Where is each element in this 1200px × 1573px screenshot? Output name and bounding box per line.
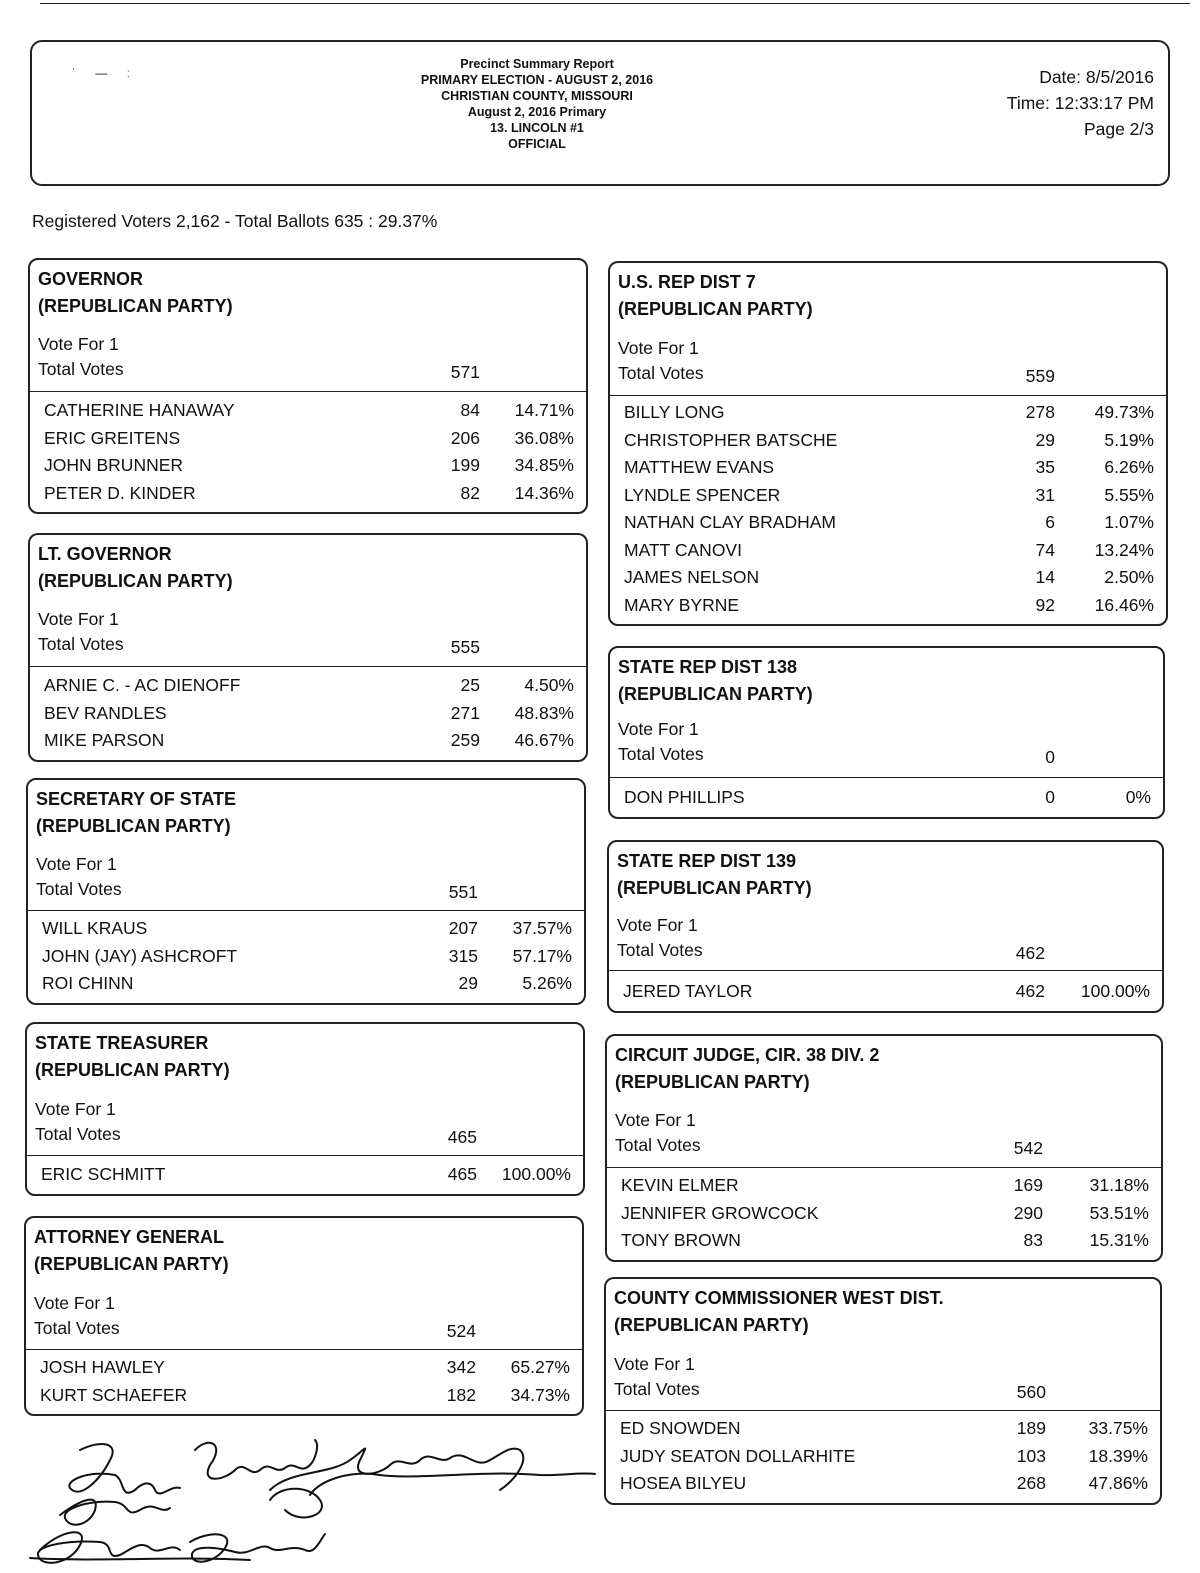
- candidate-row: [30, 483, 586, 511]
- candidate-percent: 57.17%: [512, 945, 572, 966]
- total-votes-label: Total Votes: [35, 1124, 121, 1144]
- candidate-name: JOHN BRUNNER: [44, 455, 184, 475]
- signature-image: [20, 1430, 600, 1573]
- candidate-name: ARNIE C. - AC DIENOFF: [44, 675, 241, 695]
- vote-for-label: Vote For 1: [617, 915, 698, 935]
- precinct-name: 13. LINCOLN #1: [490, 121, 584, 135]
- candidate-percent: 100.00%: [501, 1164, 571, 1184]
- candidate-row: [30, 455, 586, 483]
- registered-voters-summary: Registered Voters 2,162 - Total Ballots 635 : 29.37%: [32, 211, 438, 231]
- total-votes-value: 542: [1013, 1138, 1043, 1158]
- candidate-name: LYNDLE SPENCER: [624, 484, 781, 505]
- candidate-votes: 342: [446, 1357, 476, 1377]
- candidate-votes: 35: [1035, 457, 1055, 477]
- candidate-name: MATT CANOVI: [624, 539, 742, 560]
- candidate-row: [610, 540, 1166, 568]
- contest-title: [38, 266, 233, 320]
- contest-box: [607, 840, 1164, 1013]
- candidate-percent: 37.57%: [512, 918, 572, 938]
- candidate-row: [607, 1230, 1161, 1258]
- candidate-votes: 0: [1045, 787, 1055, 807]
- candidate-votes: 462: [1015, 981, 1045, 1001]
- party-name: (REPUBLICAN PARTY): [618, 684, 813, 704]
- candidate-votes: 83: [1023, 1230, 1043, 1250]
- candidate-percent: 46.67%: [514, 730, 574, 750]
- vote-for-block: [36, 852, 122, 902]
- vote-for-block: [617, 913, 703, 963]
- candidate-row: [610, 595, 1166, 623]
- office-name: SECRETARY OF STATE: [36, 789, 237, 809]
- candidate-percent: 2.50%: [1104, 567, 1154, 587]
- office-name: STATE REP DIST 138: [618, 657, 798, 677]
- candidate-votes: 29: [1035, 429, 1055, 450]
- office-name: GOVERNOR: [38, 269, 144, 289]
- candidate-row: [610, 402, 1166, 430]
- candidate-name: JAMES NELSON: [624, 567, 760, 587]
- contest-box: [608, 261, 1168, 626]
- candidate-name: KEVIN ELMER: [621, 1175, 739, 1195]
- scan-marks: ˙ — ː: [72, 66, 138, 80]
- candidate-votes: 189: [1016, 1418, 1046, 1438]
- party-name: (REPUBLICAN PARTY): [38, 296, 233, 316]
- contest-title: [617, 848, 812, 902]
- total-votes-value: 555: [450, 637, 480, 657]
- total-votes-label: Total Votes: [38, 634, 124, 654]
- contest-divider: [609, 970, 1162, 971]
- contest-title: [614, 1285, 944, 1339]
- candidate-percent: 65.27%: [510, 1357, 570, 1377]
- vote-for-block: [35, 1097, 121, 1147]
- candidate-percent: 33.75%: [1088, 1418, 1148, 1438]
- candidate-name: NATHAN CLAY BRADHAM: [624, 512, 836, 532]
- candidate-votes: 25: [460, 675, 480, 695]
- candidate-row: [607, 1203, 1161, 1231]
- candidate-row: [28, 918, 584, 946]
- candidate-name: ERIC SCHMITT: [41, 1164, 166, 1184]
- contest-box: [28, 533, 588, 762]
- candidate-votes: 278: [1025, 402, 1055, 422]
- candidate-votes: 290: [1013, 1202, 1043, 1223]
- candidate-percent: 6.26%: [1104, 457, 1154, 477]
- candidate-name: MATTHEW EVANS: [624, 457, 775, 477]
- candidate-votes: 74: [1035, 539, 1055, 560]
- total-votes-label: Total Votes: [34, 1318, 120, 1338]
- candidate-votes: 92: [1035, 594, 1055, 615]
- vote-for-label: Vote For 1: [615, 1110, 696, 1130]
- candidate-votes: 182: [446, 1384, 476, 1405]
- vote-for-label: Vote For 1: [618, 338, 699, 358]
- candidate-row: [606, 1418, 1160, 1446]
- candidate-name: KURT SCHAEFER: [40, 1384, 188, 1405]
- contest-title: [34, 1224, 229, 1278]
- candidate-percent: 53.51%: [1089, 1202, 1149, 1223]
- candidate-row: [30, 428, 586, 456]
- candidate-row: [27, 1164, 583, 1192]
- total-votes-value: 0: [1045, 747, 1055, 767]
- candidate-name: JERED TAYLOR: [623, 981, 753, 1001]
- candidate-row: [607, 1175, 1161, 1203]
- party-name: (REPUBLICAN PARTY): [35, 1060, 230, 1080]
- candidate-percent: 14.71%: [514, 400, 574, 420]
- candidate-votes: 169: [1013, 1175, 1043, 1195]
- candidate-votes: 6: [1045, 512, 1055, 532]
- candidate-name: PETER D. KINDER: [44, 482, 196, 503]
- office-name: CIRCUIT JUDGE, CIR. 38 DIV. 2: [615, 1045, 880, 1065]
- contest-box: [608, 646, 1165, 819]
- candidate-percent: 34.85%: [514, 455, 574, 475]
- vote-for-label: Vote For 1: [36, 854, 117, 874]
- candidate-name: CHRISTOPHER BATSCHE: [624, 429, 838, 450]
- candidate-votes: 271: [450, 702, 480, 723]
- candidate-row: [30, 703, 586, 731]
- candidate-percent: 18.39%: [1088, 1445, 1148, 1466]
- total-votes-value: 551: [448, 882, 478, 902]
- contest-divider: [27, 1155, 583, 1156]
- candidate-row: [610, 457, 1166, 485]
- total-votes-label: Total Votes: [614, 1379, 700, 1399]
- office-name: ATTORNEY GENERAL: [34, 1227, 225, 1247]
- report-title: Precinct Summary Report: [460, 57, 614, 71]
- vote-for-label: Vote For 1: [38, 334, 119, 354]
- vote-for-block: [34, 1291, 120, 1341]
- contest-title: [35, 1030, 230, 1084]
- vote-for-label: Vote For 1: [38, 609, 119, 629]
- report-header: [30, 40, 1170, 186]
- contest-title: [38, 541, 233, 595]
- candidate-percent: 100.00%: [1080, 981, 1150, 1001]
- candidate-name: CATHERINE HANAWAY: [44, 400, 235, 420]
- office-name: U.S. REP DIST 7: [618, 272, 756, 292]
- candidate-name: JOSH HAWLEY: [40, 1357, 165, 1377]
- vote-for-block: [615, 1108, 701, 1158]
- page-number: Page 2/3: [1083, 119, 1154, 139]
- total-votes-label: Total Votes: [615, 1135, 701, 1155]
- party-name: (REPUBLICAN PARTY): [36, 816, 231, 836]
- candidate-percent: 1.07%: [1104, 512, 1154, 532]
- candidate-percent: 15.31%: [1089, 1230, 1149, 1250]
- party-name: (REPUBLICAN PARTY): [38, 571, 233, 591]
- vote-for-label: Vote For 1: [35, 1099, 116, 1119]
- vote-for-label: Vote For 1: [34, 1293, 115, 1313]
- vote-for-block: [38, 607, 124, 657]
- office-name: COUNTY COMMISSIONER WEST DIST.: [614, 1288, 944, 1308]
- candidate-name: HOSEA BILYEU: [620, 1473, 747, 1493]
- contest-title: [615, 1042, 879, 1096]
- candidate-row: [28, 973, 584, 1001]
- party-name: (REPUBLICAN PARTY): [617, 878, 812, 898]
- party-name: (REPUBLICAN PARTY): [34, 1254, 229, 1274]
- candidate-name: DON PHILLIPS: [624, 787, 745, 807]
- candidate-votes: 315: [448, 945, 478, 966]
- candidate-votes: 206: [450, 427, 480, 448]
- candidate-row: [606, 1446, 1160, 1474]
- vote-for-block: [618, 717, 704, 767]
- candidate-percent: 47.86%: [1088, 1473, 1148, 1493]
- candidate-percent: 0%: [1125, 787, 1151, 807]
- report-time: Time: 12:33:17 PM: [1006, 93, 1154, 113]
- report-status: OFFICIAL: [508, 137, 566, 151]
- candidate-percent: 4.50%: [524, 675, 574, 695]
- vote-for-label: Vote For 1: [614, 1354, 695, 1374]
- party-name: (REPUBLICAN PARTY): [618, 299, 813, 319]
- candidate-percent: 5.19%: [1104, 429, 1154, 450]
- candidate-row: [610, 787, 1163, 815]
- candidate-votes: 207: [448, 918, 478, 938]
- candidate-name: ERIC GREITENS: [44, 427, 181, 448]
- total-votes-label: Total Votes: [618, 363, 704, 383]
- vote-for-block: [614, 1352, 700, 1402]
- total-votes-label: Total Votes: [618, 744, 704, 764]
- candidate-name: BILLY LONG: [624, 402, 725, 422]
- candidate-percent: 16.46%: [1094, 594, 1154, 615]
- contest-box: [604, 1277, 1162, 1505]
- contest-box: [26, 778, 586, 1005]
- candidate-votes: 465: [447, 1164, 477, 1184]
- candidate-row: [609, 981, 1162, 1009]
- candidate-row: [610, 567, 1166, 595]
- party-name: (REPUBLICAN PARTY): [615, 1072, 810, 1092]
- candidate-votes: 268: [1016, 1473, 1046, 1493]
- candidate-percent: 5.55%: [1104, 484, 1154, 505]
- contest-divider: [606, 1410, 1160, 1411]
- candidate-name: JENNIFER GROWCOCK: [621, 1202, 819, 1223]
- candidate-name: MIKE PARSON: [44, 730, 165, 750]
- candidate-row: [610, 485, 1166, 513]
- contest-divider: [30, 391, 586, 392]
- candidate-name: WILL KRAUS: [42, 918, 148, 938]
- candidate-name: ROI CHINN: [42, 973, 134, 993]
- total-votes-value: 560: [1016, 1382, 1046, 1402]
- contest-divider: [607, 1167, 1161, 1168]
- office-name: STATE TREASURER: [35, 1033, 209, 1053]
- candidate-row: [30, 400, 586, 428]
- candidate-votes: 199: [450, 455, 480, 475]
- candidate-votes: 14: [1035, 567, 1055, 587]
- vote-for-label: Vote For 1: [618, 719, 699, 739]
- vote-for-block: [38, 332, 124, 382]
- contest-divider: [610, 395, 1166, 396]
- candidate-percent: 5.26%: [522, 973, 572, 993]
- candidate-row: [606, 1473, 1160, 1501]
- candidate-name: ED SNOWDEN: [620, 1418, 741, 1438]
- candidate-row: [610, 512, 1166, 540]
- contest-box: [605, 1034, 1163, 1262]
- total-votes-label: Total Votes: [36, 879, 122, 899]
- election-subtitle: August 2, 2016 Primary: [467, 105, 607, 119]
- header-center: [362, 56, 712, 152]
- office-name: LT. GOVERNOR: [38, 544, 172, 564]
- total-votes-value: 559: [1025, 366, 1055, 386]
- total-votes-label: Total Votes: [617, 940, 703, 960]
- candidate-votes: 29: [458, 973, 478, 993]
- candidate-votes: 31: [1035, 484, 1055, 505]
- vote-for-block: [618, 336, 704, 386]
- contest-box: [28, 258, 588, 514]
- contest-box: [24, 1216, 584, 1416]
- candidate-row: [26, 1357, 582, 1385]
- candidate-row: [30, 675, 586, 703]
- candidate-percent: 31.18%: [1089, 1175, 1149, 1195]
- candidate-row: [30, 730, 586, 758]
- candidate-votes: 82: [460, 482, 480, 503]
- contest-divider: [28, 910, 584, 911]
- candidate-percent: 49.73%: [1094, 402, 1154, 422]
- candidate-row: [28, 946, 584, 974]
- candidate-name: BEV RANDLES: [44, 702, 167, 723]
- candidate-name: MARY BYRNE: [624, 594, 740, 615]
- party-name: (REPUBLICAN PARTY): [614, 1315, 809, 1335]
- contest-title: [36, 786, 236, 840]
- header-meta: [1007, 64, 1154, 142]
- candidate-votes: 84: [460, 400, 480, 420]
- candidate-percent: 36.08%: [514, 427, 574, 448]
- total-votes-value: 524: [446, 1321, 476, 1341]
- contest-title: [618, 654, 813, 708]
- top-rule: [40, 3, 1190, 4]
- candidate-percent: 13.24%: [1094, 539, 1154, 560]
- candidate-name: JOHN (JAY) ASHCROFT: [42, 945, 238, 966]
- candidate-name: JUDY SEATON DOLLARHITE: [620, 1445, 856, 1466]
- total-votes-value: 465: [447, 1127, 477, 1147]
- election-name: PRIMARY ELECTION - AUGUST 2, 2016: [420, 73, 654, 87]
- contest-divider: [610, 777, 1163, 778]
- candidate-row: [26, 1385, 582, 1413]
- contest-box: [25, 1022, 585, 1196]
- contest-title: [618, 269, 813, 323]
- candidate-votes: 103: [1016, 1445, 1046, 1466]
- total-votes-label: Total Votes: [38, 359, 124, 379]
- contest-divider: [30, 666, 586, 667]
- candidate-percent: 48.83%: [514, 702, 574, 723]
- contest-divider: [26, 1349, 582, 1350]
- candidate-votes: 259: [450, 730, 480, 750]
- office-name: STATE REP DIST 139: [617, 851, 797, 871]
- total-votes-value: 571: [450, 362, 480, 382]
- report-date: Date: 8/5/2016: [1039, 67, 1154, 87]
- candidate-percent: 34.73%: [510, 1384, 570, 1405]
- total-votes-value: 462: [1015, 943, 1045, 963]
- candidate-row: [610, 430, 1166, 458]
- candidate-percent: 14.36%: [514, 482, 574, 503]
- candidate-name: TONY BROWN: [621, 1230, 741, 1250]
- county-name: CHRISTIAN COUNTY, MISSOURI: [441, 89, 633, 103]
